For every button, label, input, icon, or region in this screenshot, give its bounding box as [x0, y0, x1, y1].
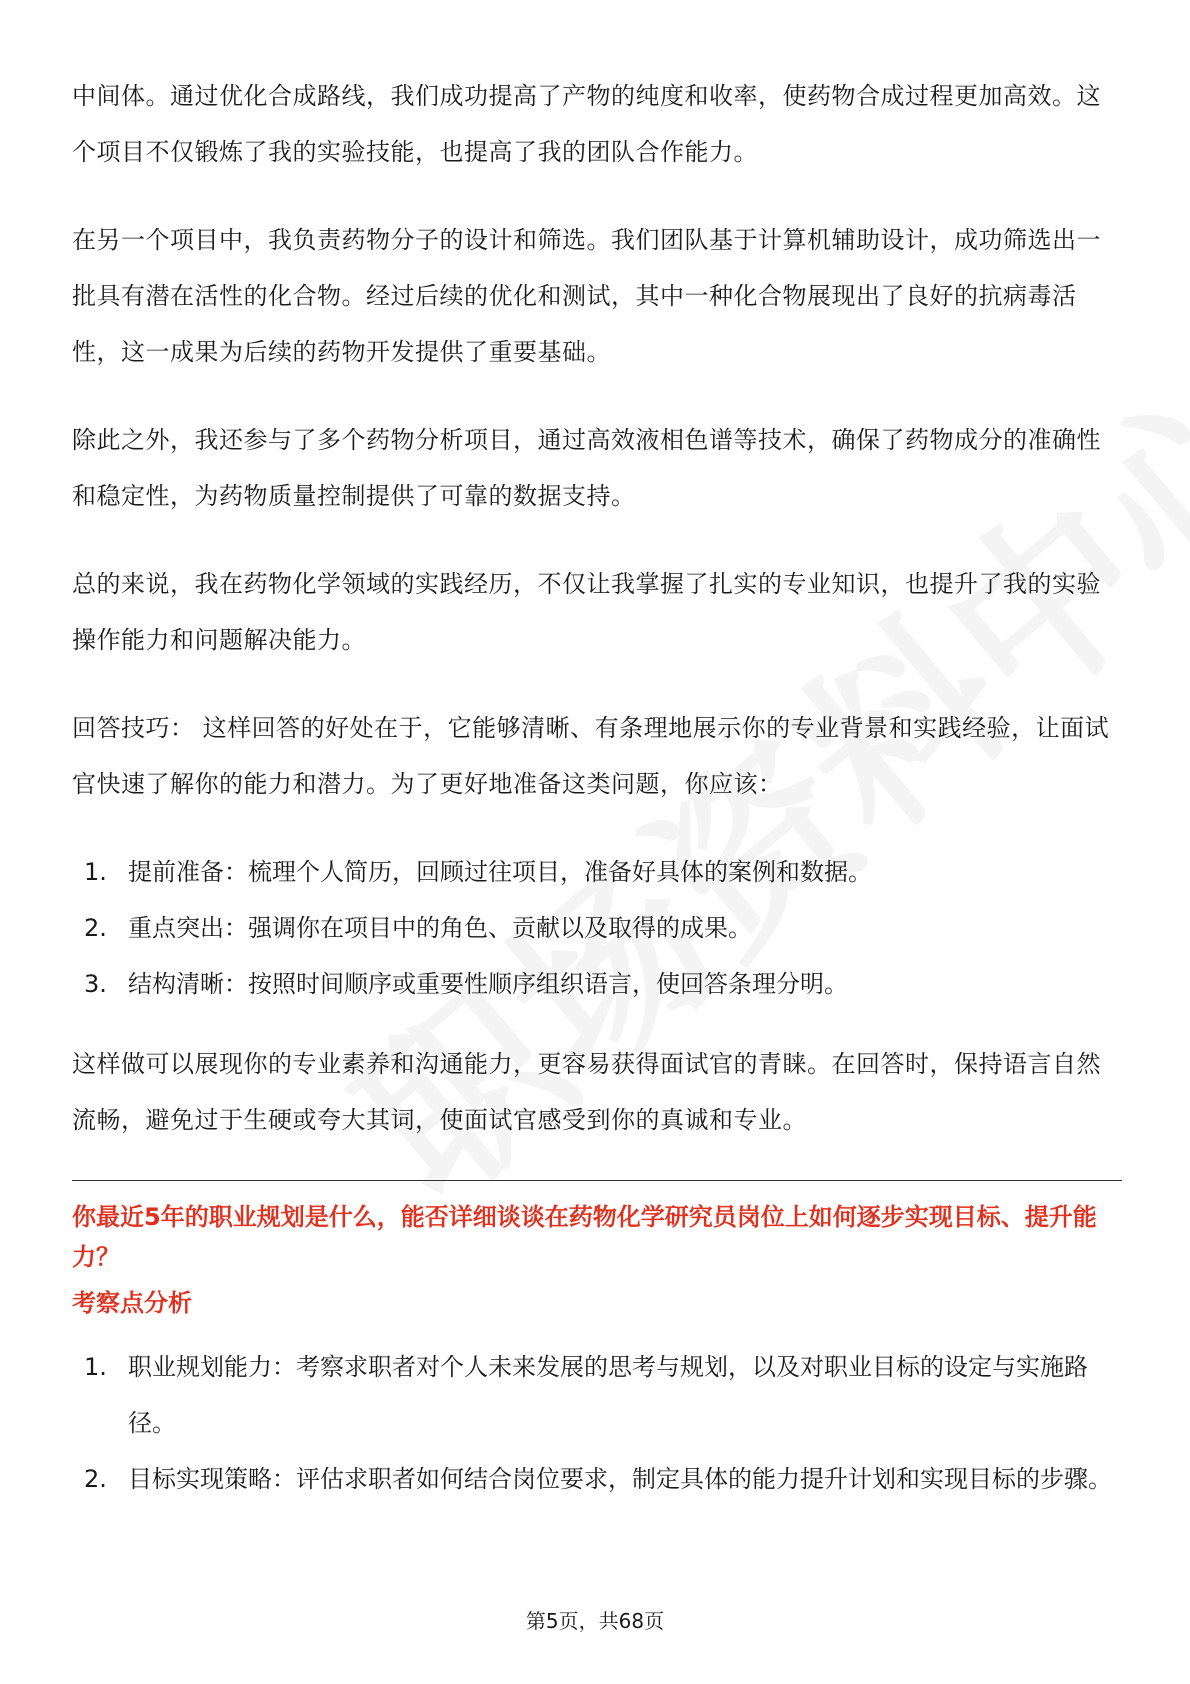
list-number: 1.	[84, 1353, 107, 1381]
answer-tips-intro: 回答技巧： 这样回答的好处在于，它能够清晰、有条理地展示你的专业背景和实践经验，让面试官快速了解你的能力和潜力。为了更好地准备这类问题，你应该：	[72, 714, 1110, 798]
list-item	[72, 844, 1122, 900]
tips-list	[72, 844, 1122, 1012]
list-number: 2.	[84, 914, 107, 942]
paragraph: 中间体。通过优化合成路线，我们成功提高了产物的纯度和收率，使药物合成过程更加高效。这个项目不仅锻炼了我的实验技能，也提高了我的团队合作能力。	[72, 82, 1101, 166]
paragraph: 在另一个项目中，我负责药物分子的设计和筛选。我们团队基于计算机辅助设计，成功筛选出一批具有潜在活性的化合物。经过后续的优化和测试，其中一种化合物展现出了良好的抗病毒活性，这一成果为后续的药物开发提供了重要基础。	[72, 226, 1101, 366]
document-body	[72, 60, 1122, 1507]
paragraph: 总的来说，我在药物化学领域的实践经历，不仅让我掌握了扎实的专业知识，也提升了我的实验操作能力和问题解决能力。	[72, 570, 1101, 654]
section-heading: 考察点分析	[72, 1289, 192, 1317]
list-item	[72, 1339, 1122, 1451]
list-item	[72, 1451, 1122, 1507]
list-number: 2.	[84, 1465, 107, 1493]
list-number: 3.	[84, 970, 107, 998]
list-item-text: 职业规划能力：考察求职者对个人未来发展的思考与规划，以及对职业目标的设定与实施路径。	[128, 1353, 1088, 1437]
list-item	[72, 956, 1122, 1012]
list-item-text: 重点突出：强调你在项目中的角色、贡献以及取得的成果。	[128, 914, 752, 942]
section-divider	[72, 1180, 1122, 1181]
list-item-text: 目标实现策略：评估求职者如何结合岗位要求，制定具体的能力提升计划和实现目标的步骤。	[128, 1465, 1112, 1493]
list-item-text: 提前准备：梳理个人简历，回顾过往项目，准备好具体的案例和数据。	[128, 858, 872, 886]
list-item-text: 结构清晰：按照时间顺序或重要性顺序组织语言，使回答条理分明。	[128, 970, 848, 998]
page-number: 第5页，共68页	[525, 1609, 665, 1633]
closing-paragraph: 这样做可以展现你的专业素养和沟通能力，更容易获得面试官的青睐。在回答时，保持语言自然流畅，避免过于生硬或夸大其词，使面试官感受到你的真诚和专业。	[72, 1050, 1101, 1134]
analysis-list	[72, 1339, 1122, 1507]
interview-question: 你最近5年的职业规划是什么，能否详细谈谈在药物化学研究员岗位上如何逐步实现目标、提升能力？	[72, 1203, 1097, 1271]
paragraph: 除此之外，我还参与了多个药物分析项目，通过高效液相色谱等技术，确保了药物成分的准确性和稳定性，为药物质量控制提供了可靠的数据支持。	[72, 426, 1101, 510]
list-number: 1.	[84, 858, 107, 886]
list-item	[72, 900, 1122, 956]
